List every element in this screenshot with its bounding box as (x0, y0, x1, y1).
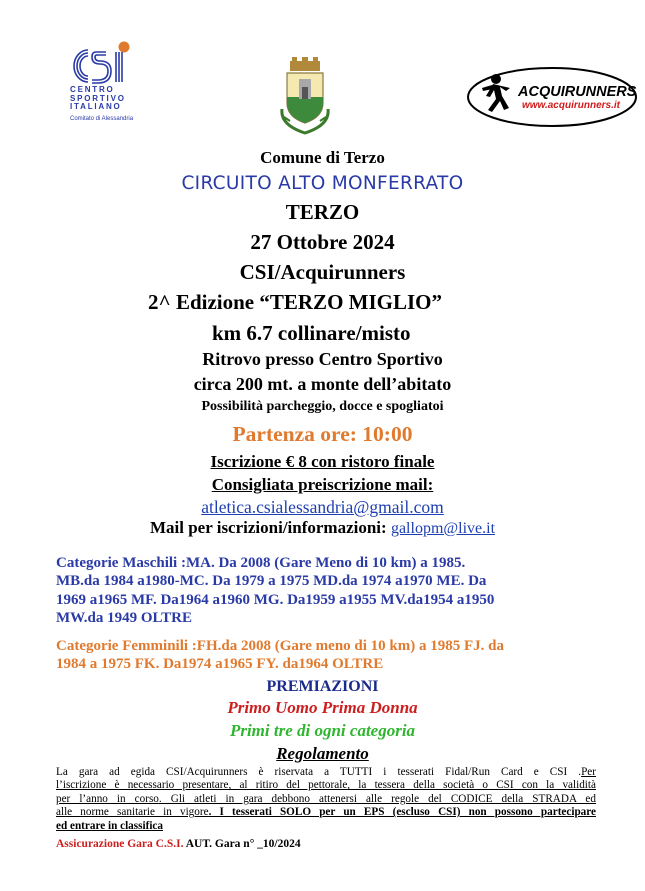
meeting-point-2: circa 200 mt. a monte dell’abitato (193, 374, 452, 394)
facilities: Possibilità parcheggio, docce e spogliatoi (201, 399, 444, 414)
awards-title: PREMIAZIONI (266, 678, 379, 695)
male-categories-line: 1969 a1965 MF. Da1964 a1960 MG. Da1959 a1955 MV.da1954 a1950 (56, 591, 495, 608)
csi-line-3: ITALIANO (70, 102, 122, 112)
authorization-number: AUT. Gara n° _10/2024 (183, 838, 301, 850)
rules-line: La gara ad egida CSI/Acquirunners è riservata a TUTTI i tesserati Fidal/Run Card e CSI . (56, 766, 582, 778)
start-time: Partenza ore: 10:00 (232, 422, 413, 446)
route-info: km 6.7 collinare/misto (212, 321, 411, 345)
comune-label: Comune di Terzo (260, 148, 385, 167)
insurance-line (56, 838, 301, 850)
csi-logo (66, 40, 138, 130)
event-date: 27 Ottobre 2024 (250, 230, 395, 254)
terzo-crest-icon (276, 57, 334, 137)
male-categories-line: MB.da 1984 a1980-MC. Da 1979 a 1975 MD.da 1974 a1970 ME. Da (56, 573, 487, 590)
male-categories (56, 554, 616, 628)
rules-line: per l’anno in corso (56, 792, 159, 805)
edition-title: 2^ Edizione “TERZO MIGLIO” (148, 290, 442, 314)
female-categories (56, 637, 616, 674)
info-mail-label: Mail per iscrizioni/informazioni: (149, 518, 387, 537)
rules-text (56, 766, 596, 833)
registration-fee: Iscrizione € 8 con ristoro finale (210, 452, 435, 471)
male-categories-line: Categorie Maschili :MA. Da 2008 (Gare Meno di 10 km) a 1985. (56, 555, 466, 571)
csi-line-4: Comitato di Alessandria (70, 116, 134, 122)
csi-line-1: CENTRO (70, 85, 115, 94)
localita-title: TERZO (285, 200, 360, 224)
male-categories-line: MW.da 1949 OLTRE (56, 610, 193, 627)
rules-title: Regolamento (276, 744, 369, 763)
rules-line: l’iscrizione è necessario presentare, al ritiro del pettorale, la tessera della società o CSI con la validità (56, 779, 596, 792)
preregistration-email-link[interactable]: atletica.csialessandria@gmail.com (201, 497, 444, 517)
csi-line-2: SPORTIVO (70, 93, 126, 103)
rules-line: . Gli atleti in gara debbono attenersi alle regole del CODICE della STRADA ed (158, 792, 596, 805)
info-email-link[interactable]: gallopm@live.it (390, 520, 496, 537)
female-categories-line: Categorie Femminili :FH.da 2008 (Gare meno di 10 km) a 1985 FJ. da (56, 638, 505, 654)
rules-line: . I tesserati SOLO per un EPS (escluso CSI) non possono partecipare (208, 806, 596, 819)
circuito-title: CIRCUITO ALTO MONFERRATO (181, 173, 464, 194)
insurance-label: Assicurazione Gara C.S.I. (56, 838, 184, 850)
awards-category: Primi tre di ogni categoria (229, 721, 416, 740)
rules-line: alle norme sanitarie in vigore (56, 806, 209, 819)
meeting-point-1: Ritrovo presso Centro Sportivo (202, 349, 443, 369)
acquirunners-name: ACQUIRUNNERS (518, 84, 637, 100)
awards-overall: Primo Uomo Prima Donna (227, 698, 418, 717)
female-categories-line: 1984 a 1975 FK. Da1974 a1965 FY. da1964 OLTRE (56, 656, 384, 673)
rules-line: ed entrare in classifica (56, 819, 163, 832)
acquirunners-url: www.acquirunners.it (522, 100, 620, 111)
acquirunners-logo (466, 66, 638, 128)
preregistration-label: Consigliata preiscrizione mail: (211, 475, 434, 494)
organizers: CSI/Acquirunners (239, 260, 406, 284)
rules-line: Per (581, 766, 596, 778)
